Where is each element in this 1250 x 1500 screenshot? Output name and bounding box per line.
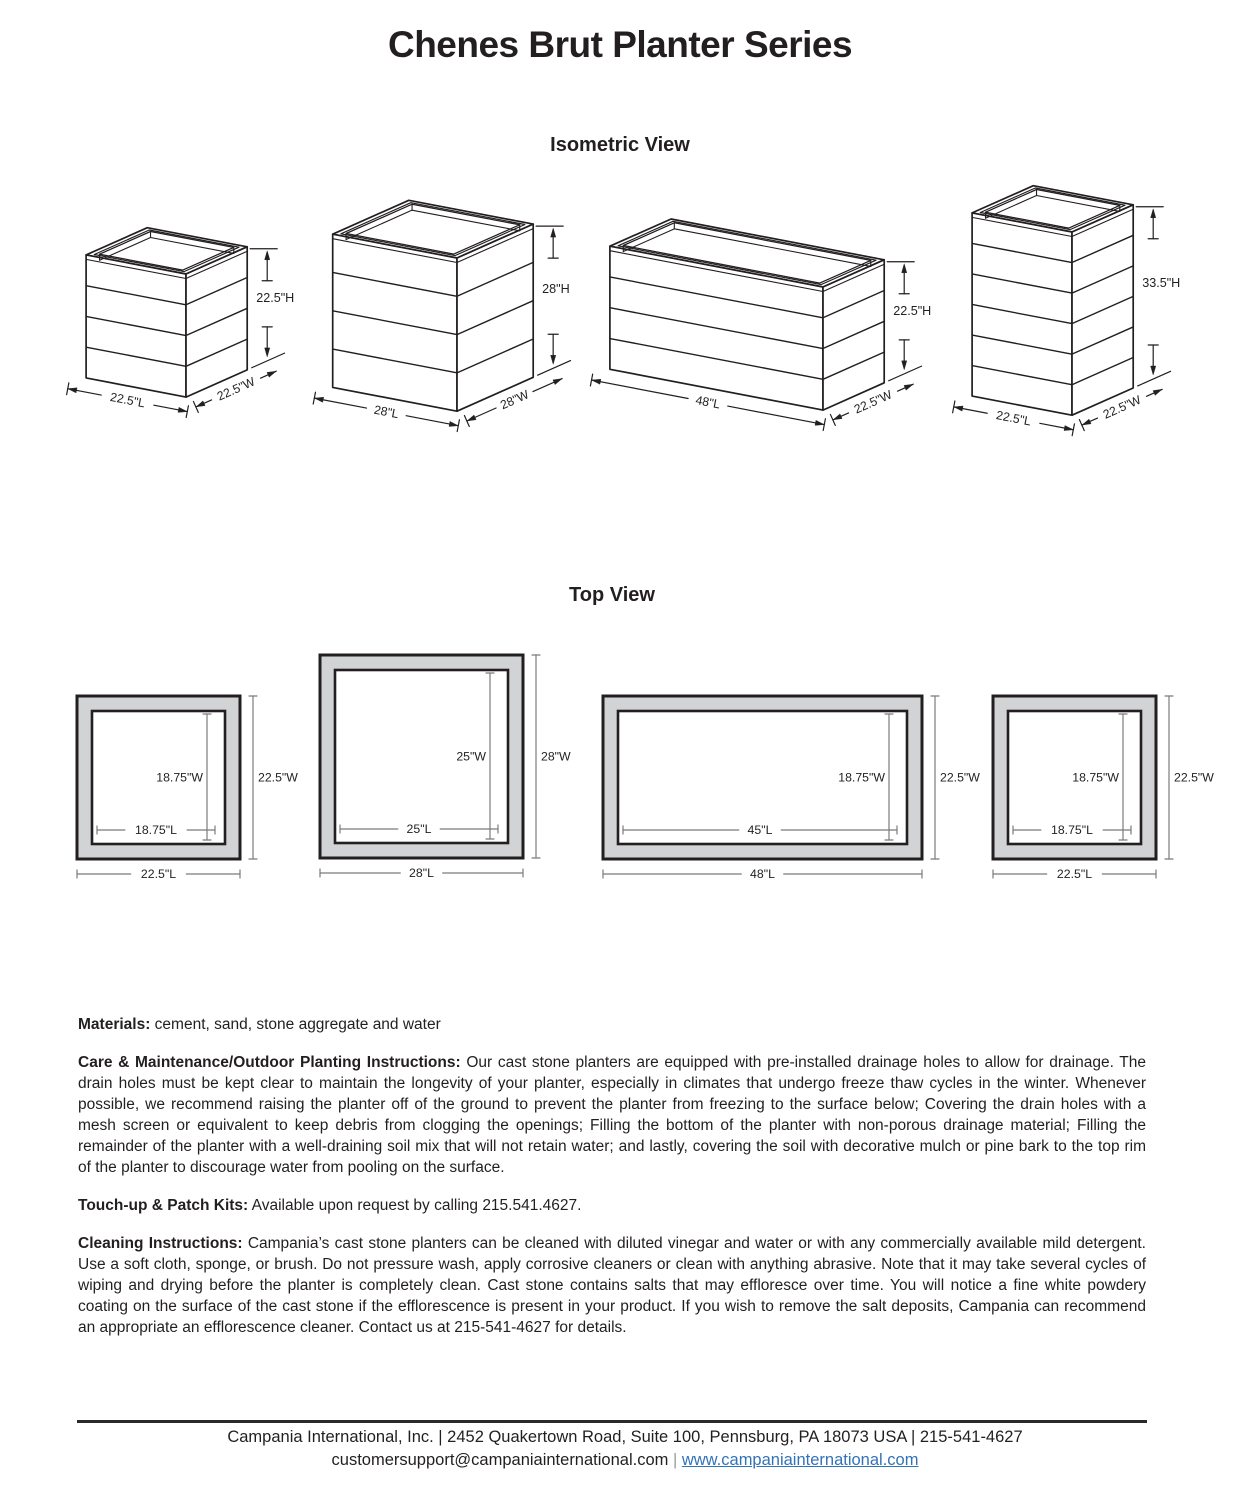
dim-label: 18.75"L <box>135 823 177 837</box>
materials-paragraph: Materials: cement, sand, stone aggregate and water <box>78 1016 441 1033</box>
dim-label: 28"L <box>372 402 400 422</box>
dim-label: 22.5"L <box>1056 867 1093 881</box>
dim-label: 18.75"W <box>838 770 885 785</box>
top-view-4 <box>993 696 1214 881</box>
top-view-heading: Top View <box>569 584 655 606</box>
dim-label: 25"W <box>456 749 486 764</box>
iso-planter-22.5-cube <box>67 228 295 418</box>
iso-planter-33.5-tall <box>953 186 1181 436</box>
dim-label: 22.5"H <box>893 304 932 319</box>
dim-label: 18.75"W <box>1072 770 1119 785</box>
footer-separator: | <box>668 1451 682 1469</box>
top-view-1 <box>77 696 298 881</box>
dim-label: 22.5"W <box>1100 392 1144 422</box>
top-view-drawings <box>0 620 1250 920</box>
iso-planter-48-trough <box>590 219 931 430</box>
dim-label: 22.5"H <box>256 291 295 306</box>
footer-email: customersupport@campaniainternational.com <box>331 1451 669 1469</box>
touchup-paragraph: Touch-up & Patch Kits: Available upon request by calling 215.541.4627. <box>78 1197 582 1214</box>
cleaning-paragraph: Cleaning Instructions: Campania’s cast stone planters can be cleaned with diluted vinegar and water or with any commercially available mild detergent. Use a soft cloth, sponge, or brush. Do not pressure wash, apply corrosive cleaners or clean with anything abrasive. Note that it may take several cycles of wiping and drying before the planter is completely clean. Cast stone contains salts that may effloresce over time. You will notice a fine white powdery coating on the surface of the cast stone if the efflorescence is present in your product. If you wish to remove the salt deposits, Campania can recommend an appropriate an efflorescence cleaner. Contact us at 215-541-4627 for details. <box>78 1235 1146 1336</box>
dim-label: 22.5"W <box>1174 770 1214 785</box>
dim-label: 33.5"H <box>1142 276 1181 291</box>
dim-label: 22.5"L <box>108 389 147 411</box>
dim-label: 25"L <box>406 822 432 836</box>
care-label: Care & Maintenance/Outdoor Planting Instructions: <box>78 1054 461 1071</box>
dim-label: 45"L <box>747 823 773 837</box>
info-text-block <box>78 1014 1146 1355</box>
footer-website-link[interactable]: www.campaniainternational.com <box>681 1451 919 1469</box>
materials-label: Materials: <box>78 1016 151 1033</box>
care-maintenance-paragraph: Care & Maintenance/Outdoor Planting Instructions: Our cast stone planters are equipped with pre-installed drainage holes to allow for drainage. The drain holes must be kept clear to maintain the longevity of your planter, especially in climates that undergo freeze thaw cycles in the winter. Whenever possible, we recommend raising the planter off of the ground to prevent the planter from freezing to the surface below; Covering the drain holes with a mesh screen or equivalent to keep debris from clogging the openings; Filling the bottom of the planter with non-porous drainage material; Filling the remainder of the planter with a well-draining soil mix that will not retain water; and lastly, covering the soil with decorative mulch or pine bark to the top rim of the planter to discourage water from pooling on the surface. <box>78 1054 1146 1176</box>
dim-label: 18.75"L <box>1051 823 1093 837</box>
isometric-drawings <box>0 170 1250 480</box>
footer-rule <box>77 1420 1147 1423</box>
dim-label: 28"W <box>541 749 571 764</box>
dim-label: 22.5"W <box>214 374 258 404</box>
dim-label: 22.5"L <box>994 408 1033 429</box>
dim-label: 28"H <box>542 281 570 296</box>
top-view-2 <box>320 655 571 880</box>
dim-label: 28"L <box>409 866 434 880</box>
dim-label: 48"L <box>750 867 775 881</box>
footer-address-line: Campania International, Inc. | 2452 Quakertown Road, Suite 100, Pennsburg, PA 18073 USA | 215-541-4627 <box>227 1428 1023 1446</box>
iso-planter-28-cube <box>313 200 570 431</box>
cleaning-label: Cleaning Instructions: <box>78 1235 243 1252</box>
dim-label: 48"L <box>694 393 722 412</box>
dim-label: 22.5"L <box>140 867 177 881</box>
footer-contact-line <box>0 1451 1250 1470</box>
dim-label: 22.5"W <box>258 770 298 785</box>
dim-label: 22.5"W <box>940 770 980 785</box>
dim-label: 28"W <box>498 387 531 413</box>
top-view-3 <box>603 696 980 881</box>
dim-label: 22.5"W <box>851 387 895 417</box>
isometric-view-heading: Isometric View <box>550 134 690 156</box>
touchup-label: Touch-up & Patch Kits: <box>78 1197 249 1214</box>
dim-label: 18.75"W <box>156 770 203 785</box>
page-title: Chenes Brut Planter Series <box>387 24 853 65</box>
